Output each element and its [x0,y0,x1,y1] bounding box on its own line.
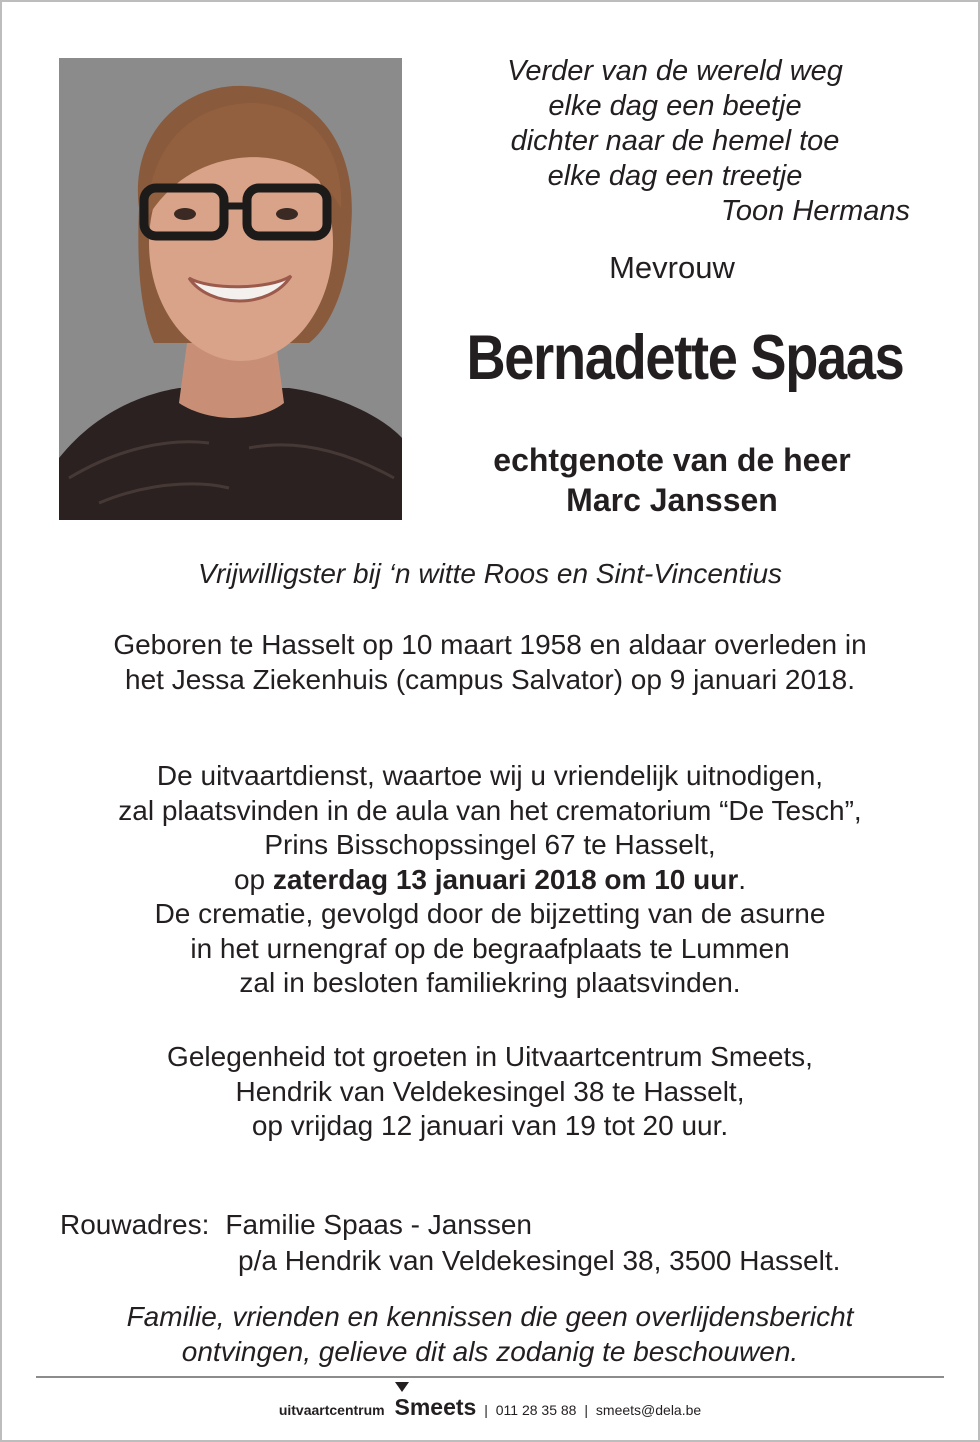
address-street: p/a Hendrik van Veldekesingel 38, 3500 Hasselt. [238,1245,841,1276]
footer-separator: | [584,1402,589,1418]
service-date-line [30,863,950,898]
portrait-illustration [59,58,402,520]
visitation-line: Hendrik van Veldekesingel 38 te Hasselt, [235,1075,745,1107]
closing-line: Familie, vrienden en kennissen die geen overlijdensbericht [126,1301,854,1332]
service-date: zaterdag 13 januari 2018 om 10 uur [272,863,739,895]
volunteer-note [30,557,950,592]
service-date-prefix: op [233,863,273,895]
visitation-line: op vrijdag 12 januari van 19 tot 20 uur. [251,1110,729,1141]
funeral-service-info [30,759,950,1001]
service-line: in het urnengraf op de begraafplaats te Lummen [190,932,790,964]
volunteer-line: Vrijwilligster bij ‘n witte Roos en Sint-Vincentius [197,558,783,589]
birth-death-line: Geboren te Hasselt op 10 maart 1958 en aldaar overleden in [113,629,867,660]
poem-author: Toon Hermans [720,195,910,227]
birth-death-line: het Jessa Ziekenhuis (campus Salvator) op 9 januari 2018. [125,663,855,695]
footer-email[interactable]: smeets@dela.be [595,1402,702,1418]
brand-name: Smeets [394,1394,477,1420]
service-line: De crematie, gevolgd door de bijzetting van de asurne [154,898,826,929]
visitation-info [30,1040,950,1144]
poem [440,54,910,229]
poem-line: dichter naar de hemel toe [510,125,840,157]
mourning-address-row [60,1207,940,1243]
service-line: Prins Bisschopssingel 67 te Hasselt, [264,829,716,860]
service-line: zal in besloten familiekring plaatsvinden. [239,967,741,998]
address-label: Rouwadres: [60,1209,210,1240]
salutation: Mevrouw [609,250,735,285]
footer-phone: 011 28 35 88 [495,1402,577,1418]
service-line: zal plaatsvinden in de aula van het crematorium “De Tesch”, [118,794,862,826]
visitation-line: Gelegenheid tot groeten in Uitvaartcentrum Smeets, [167,1041,813,1072]
mourning-address [60,1207,940,1279]
footer-separator: | [484,1402,488,1418]
portrait-photo [59,58,402,520]
poem-line: elke dag een beetje [548,90,802,122]
deceased-name: Bernadette Spaas [466,323,904,393]
closing-line: ontvingen, gelieve dit als zodanig te beschouwen. [181,1335,799,1367]
footer-divider [36,1376,944,1378]
spouse-name: Marc Janssen [566,482,778,518]
spouse-info [440,440,904,520]
footer [0,1394,980,1421]
poem-line: Verder van de wereld weg [507,55,843,87]
spouse-relation: echtgenote van de heer [493,442,851,478]
triangle-marker-icon [395,1382,409,1392]
closing-note [30,1300,950,1369]
service-date-suffix: . [738,863,747,895]
brand-prefix: uitvaartcentrum [278,1402,385,1418]
poem-line: elke dag een treetje [547,160,803,192]
birth-death-info [30,628,950,697]
service-line: De uitvaartdienst, waartoe wij u vriendelijk uitnodigen, [156,760,824,791]
address-family: Familie Spaas - Janssen [225,1209,532,1240]
